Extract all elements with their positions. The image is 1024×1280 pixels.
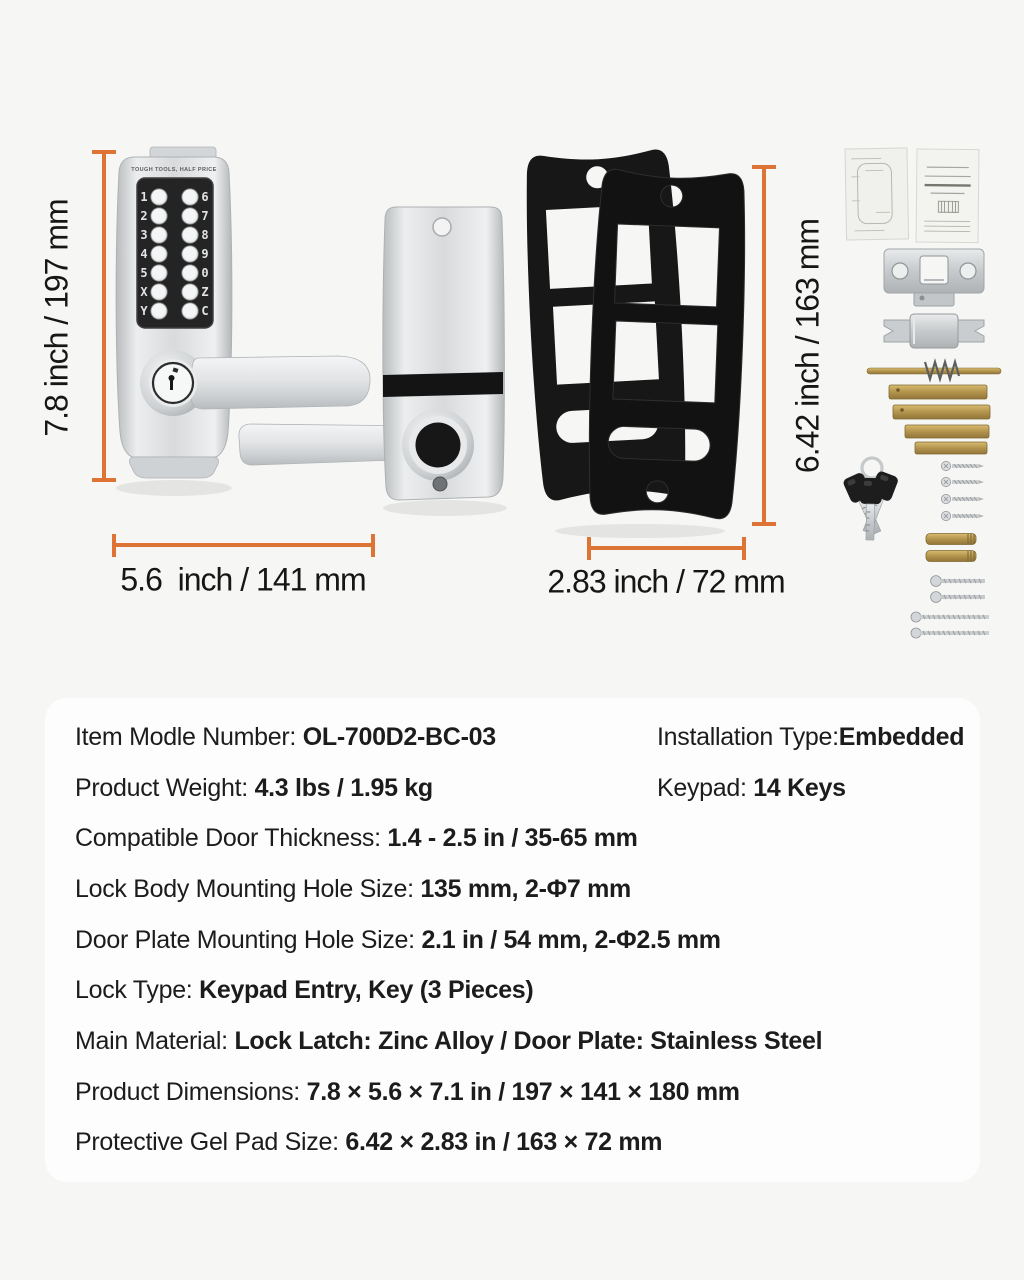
spec-row-installation-type	[657, 712, 964, 763]
keypad-char: 8	[201, 228, 209, 242]
manual-sheet	[916, 149, 979, 243]
strike-plate	[884, 249, 984, 306]
lock-width-label: 5.6 inch / 141 mm	[120, 561, 366, 598]
spec-label: Protective Gel Pad Size:	[75, 1128, 346, 1157]
spec-value: OL-700D2-BC-03	[302, 722, 496, 751]
rear-black-stripe	[383, 372, 503, 397]
lock-height-line	[92, 152, 116, 480]
spec-label: Product Dimensions:	[75, 1077, 307, 1106]
machine-screws	[911, 576, 989, 638]
spec-value: Lock Latch: Zinc Alloy / Door Plate: Stainless Steel	[234, 1026, 823, 1055]
accessories	[842, 148, 1001, 638]
keypad-char: 0	[201, 266, 209, 280]
spec-value: 2.1 in / 54 mm, 2-Φ2.5 mm	[421, 925, 721, 954]
spec-row-keypad	[657, 763, 846, 814]
pad-width-label: 2.83 inch / 72 mm	[547, 563, 785, 600]
spec-value: Keypad Entry, Key (3 Pieces)	[199, 976, 534, 1005]
pad-height-line	[752, 167, 776, 524]
keypad-char: Z	[201, 285, 209, 299]
spec-value: 4.3 lbs / 1.95 kg	[254, 773, 433, 802]
spec-label: Compatible Door Thickness:	[75, 824, 388, 853]
spec-row-material	[75, 1016, 966, 1067]
keypad-char: 9	[201, 247, 209, 261]
spec-label: Door Plate Mounting Hole Size:	[75, 925, 422, 954]
spec-rows	[75, 712, 966, 1168]
spec-row-door-thickness	[75, 813, 966, 864]
keypad-char: X	[140, 285, 148, 299]
spec-label: Keypad:	[657, 773, 754, 802]
keypad-char: 6	[201, 190, 209, 204]
spindle-bars	[889, 385, 990, 454]
keys-set	[842, 458, 899, 540]
keypad-char: 7	[201, 209, 209, 223]
keypad-char: 1	[140, 190, 148, 204]
keypad-char: 5	[140, 266, 148, 280]
spec-row-product-dimensions	[75, 1067, 966, 1118]
spec-value: 7.8 × 5.6 × 7.1 in / 197 × 141 × 180 mm	[306, 1077, 740, 1106]
keypad-char: 4	[140, 247, 148, 261]
spec-value: Embedded	[838, 722, 965, 751]
spec-value: 1.4 - 2.5 in / 35-65 mm	[387, 824, 638, 853]
rear-peg	[433, 477, 447, 491]
spec-row-gel-pad-size	[75, 1118, 966, 1169]
small-screws	[941, 461, 984, 520]
keypad-char: Y	[140, 304, 148, 318]
rear-black-button	[416, 423, 461, 468]
spec-value: 14 Keys	[753, 773, 846, 802]
brass-posts	[926, 534, 976, 562]
spec-row-weight	[75, 763, 966, 814]
front-skirt	[130, 457, 219, 478]
spec-value: 6.42 × 2.83 in / 163 × 72 mm	[345, 1128, 663, 1157]
spec-row-lock-type	[75, 965, 966, 1016]
pad-width-line	[589, 537, 744, 560]
spec-label: Lock Type:	[75, 976, 200, 1005]
spec-row-lock-body-hole	[75, 864, 966, 915]
keypad-char: 3	[140, 228, 148, 242]
lock-width-line	[114, 534, 373, 557]
latch-dust-box	[884, 314, 984, 348]
pad-height-label: 6.42 inch / 163 mm	[789, 218, 826, 474]
spec-value: 135 mm, 2-Φ7 mm	[420, 874, 631, 903]
lock-height-label: 7.8 inch / 197 mm	[38, 199, 75, 437]
rear-lock-unit	[239, 207, 504, 500]
spec-card	[45, 698, 980, 1182]
front-lever	[191, 356, 370, 409]
keypad-char: C	[201, 304, 209, 318]
spec-row-door-plate-hole	[75, 915, 966, 966]
keypad-char: 2	[140, 209, 148, 223]
spec-label: Product Weight:	[75, 773, 255, 802]
spec-label: Main Material:	[75, 1026, 235, 1055]
spec-row-model	[75, 712, 966, 763]
spec-label: Lock Body Mounting Hole Size:	[75, 874, 421, 903]
spec-label: Item Modle Number:	[75, 722, 303, 751]
template-sheet	[845, 148, 909, 240]
spec-label: Installation Type:	[657, 722, 839, 751]
rear-top-hole	[433, 218, 451, 236]
brand-plate-text: TOUGH TOOLS, HALF PRICE	[131, 167, 217, 173]
spring-rod	[867, 362, 1001, 379]
